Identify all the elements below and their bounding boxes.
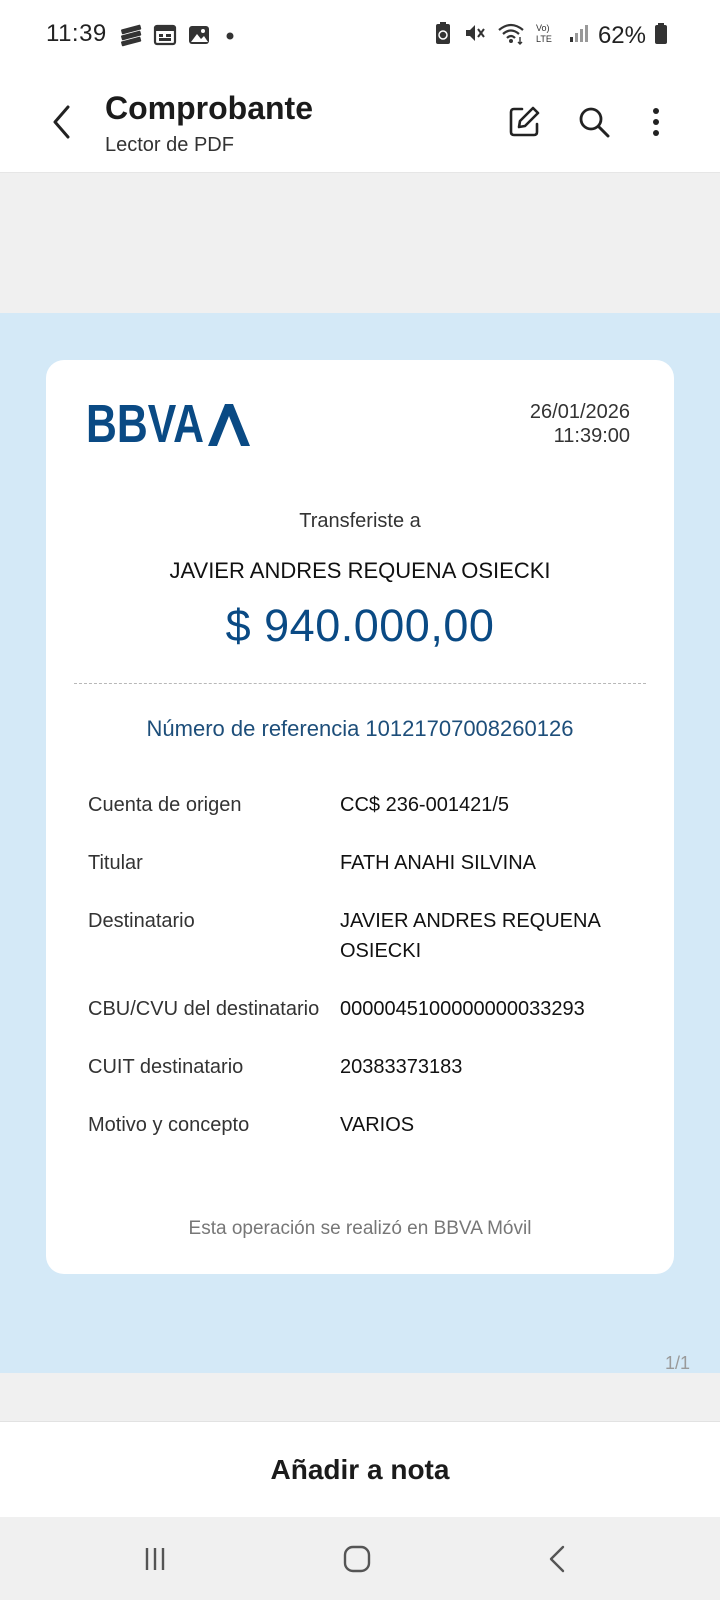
app-icon <box>118 22 144 53</box>
battery-percentage: 62% <box>597 21 646 49</box>
battery-saver-icon <box>432 20 454 51</box>
search-button[interactable] <box>572 100 616 144</box>
detail-label: Titular <box>88 852 143 874</box>
status-bar <box>0 0 720 72</box>
detail-row <box>88 906 648 966</box>
home-icon <box>342 1544 372 1574</box>
detail-value: 20383373183 <box>340 1056 463 1078</box>
system-icons <box>432 20 668 51</box>
transaction-datetime <box>530 400 630 448</box>
recents-icon <box>140 1544 170 1574</box>
edit-icon <box>506 104 542 140</box>
more-vertical-icon <box>648 104 664 140</box>
detail-row <box>88 994 648 1024</box>
back-button[interactable] <box>40 100 84 144</box>
notification-icons <box>118 22 240 53</box>
svg-text:BBVA: BBVA <box>86 398 204 448</box>
detail-value: VARIOS <box>340 1114 415 1136</box>
bbva-logo <box>86 398 250 453</box>
svg-text:LTE: LTE <box>535 34 552 44</box>
detail-label: Destinatario <box>88 910 195 932</box>
reference-number: Número de referencia 10121707008260126 <box>146 716 574 741</box>
mute-icon <box>462 20 488 51</box>
search-icon <box>576 104 612 140</box>
app-bar <box>0 72 720 173</box>
detail-row <box>88 848 648 878</box>
system-back-button[interactable] <box>536 1537 580 1581</box>
dashed-divider <box>74 683 646 684</box>
dot-icon <box>220 22 240 53</box>
detail-label: CUIT destinatario <box>88 1056 244 1078</box>
transfer-label: Transferiste a <box>299 510 421 532</box>
page-subtitle: Lector de PDF <box>105 134 234 156</box>
detail-value: FATH ANAHI SILVINA <box>340 852 536 874</box>
add-to-note-button[interactable] <box>0 1421 720 1518</box>
transaction-date: 26/01/2026 <box>529 401 630 423</box>
more-options-button[interactable] <box>634 100 678 144</box>
transaction-time: 11:39:00 <box>553 425 630 447</box>
detail-value: JAVIER ANDRES REQUENA OSIECKI <box>340 910 600 962</box>
details-list <box>88 790 648 1168</box>
recents-button[interactable] <box>133 1537 177 1581</box>
transfer-amount: $ 940.000,00 <box>225 600 495 651</box>
add-to-note-label: Añadir a nota <box>270 1454 450 1485</box>
battery-icon <box>654 20 668 51</box>
detail-value: CC$ 236-001421/5 <box>340 794 510 816</box>
edit-button[interactable] <box>502 100 546 144</box>
svg-text:Vo): Vo) <box>535 23 550 33</box>
detail-row <box>88 1052 648 1082</box>
detail-label: Motivo y concepto <box>88 1114 250 1136</box>
gallery-icon <box>186 22 212 53</box>
chevron-left-icon <box>543 1544 573 1574</box>
wifi-icon <box>496 20 526 51</box>
recipient-name: JAVIER ANDRES REQUENA OSIECKI <box>169 558 551 583</box>
signal-icon <box>568 20 590 51</box>
page-indicator: 1/1 <box>664 1353 690 1373</box>
page-title: Comprobante <box>105 90 313 126</box>
detail-label: CBU/CVU del destinatario <box>88 998 320 1020</box>
receipt-card <box>46 360 674 1274</box>
detail-row <box>88 1110 648 1140</box>
detail-row <box>88 790 648 820</box>
calendar-icon <box>152 22 178 53</box>
detail-value: 0000045100000000033293 <box>340 998 585 1020</box>
status-time: 11:39 <box>46 20 107 47</box>
home-button[interactable] <box>335 1537 379 1581</box>
pdf-viewer[interactable] <box>0 173 720 1421</box>
pdf-page <box>0 313 720 1373</box>
footer-note: Esta operación se realizó en BBVA Móvil <box>188 1218 532 1239</box>
volte-icon <box>534 20 560 51</box>
back-arrow-icon <box>50 104 74 140</box>
detail-label: Cuenta de origen <box>88 794 242 816</box>
navigation-bar <box>0 1517 720 1600</box>
